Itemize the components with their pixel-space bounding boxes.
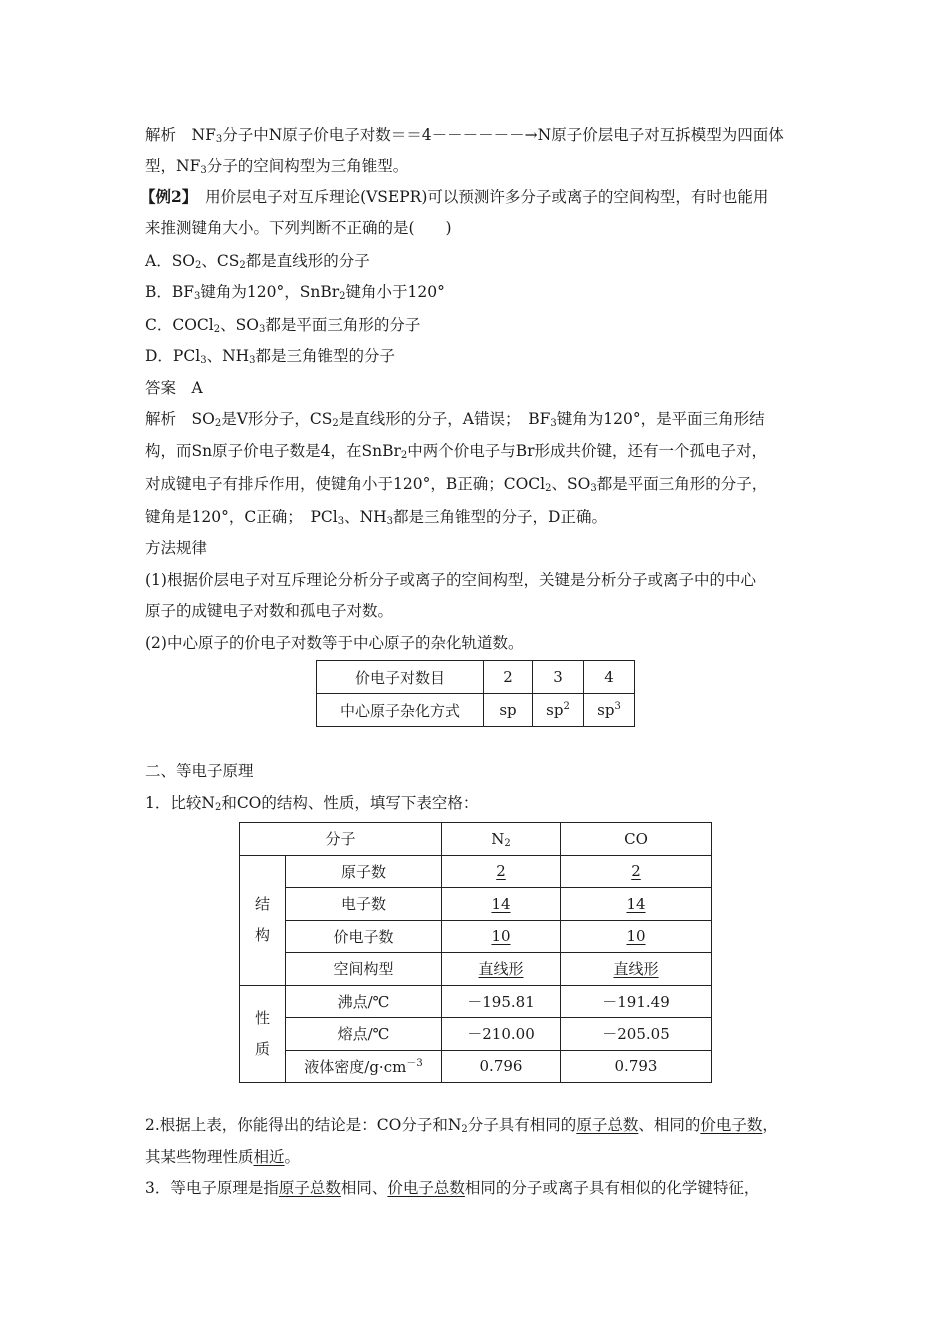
- table-cell: －205.05: [561, 1018, 712, 1051]
- table-cell: －191.49: [561, 985, 712, 1018]
- table-cell: 价电子数: [286, 920, 442, 953]
- text: 方法规律: [145, 539, 208, 557]
- table-cell: 2: [484, 661, 533, 694]
- superscript: －3: [406, 1057, 423, 1069]
- answer-blank: 相近: [253, 1148, 285, 1166]
- text: 相同、: [340, 1179, 388, 1197]
- analysis2-line4: [145, 506, 607, 528]
- text: sp: [499, 701, 517, 719]
- subscript: 2: [400, 450, 408, 461]
- table-cell: [442, 953, 561, 986]
- text: A．SO: [145, 252, 196, 270]
- table-header: 分子: [240, 823, 442, 856]
- text: N: [491, 829, 505, 848]
- example2-question-line2: [145, 217, 452, 239]
- subscript: 2: [545, 483, 552, 494]
- subscript: 3: [200, 165, 207, 176]
- table-cell: [533, 694, 584, 727]
- text: 分子的空间构型为三角锥型。: [206, 157, 409, 175]
- analysis2-line2: [145, 440, 767, 462]
- conclusion-line1: [145, 1114, 778, 1136]
- text: 。: [284, 1148, 301, 1166]
- subscript: 3: [249, 355, 256, 366]
- subscript: 3: [337, 516, 345, 527]
- text: D．PCl: [145, 347, 201, 365]
- table-row: [317, 661, 635, 694]
- superscript: 3: [614, 701, 621, 712]
- text: 质: [254, 1039, 270, 1058]
- table-cell: 原子数: [286, 855, 442, 888]
- text: 键角为120°，SnBr: [200, 283, 340, 301]
- table-cell: [561, 953, 712, 986]
- text: 、SO: [220, 316, 259, 334]
- table-header: [442, 823, 561, 856]
- text: 都是三角锥型的分子，D正确。: [393, 508, 607, 526]
- table-row: [240, 953, 712, 986]
- text: 原子的成键电子对数和孤电子对数。: [145, 602, 394, 620]
- group-property-cell: [240, 985, 286, 1083]
- text: 二、等电子原理: [145, 762, 254, 780]
- superscript: 2: [563, 701, 570, 712]
- table-row: [240, 888, 712, 921]
- text: (1)根据价层电子对互斥理论分析分子或离子的空间构型，关键是分析分子或离子中的中心: [145, 571, 756, 589]
- text: 、SO: [551, 475, 591, 493]
- table-row: [240, 855, 712, 888]
- text: 、CS: [201, 252, 240, 270]
- text: 都是平面三角形的分子: [265, 316, 421, 334]
- table-row: [240, 1018, 712, 1051]
- example2-question-line1: [140, 186, 768, 208]
- text: NF: [191, 126, 216, 144]
- subscript: 2: [239, 260, 246, 271]
- answer-blank: 价电子总数: [387, 1179, 465, 1197]
- conclusion-line2: [145, 1146, 300, 1168]
- table-row: [240, 985, 712, 1018]
- subscript: 3: [550, 418, 557, 429]
- text: 性: [254, 1008, 270, 1027]
- text: 都是三角锥型的分子: [255, 347, 396, 365]
- table-row: [240, 823, 712, 856]
- text: 键角小于120°: [345, 283, 445, 301]
- method-p1-line1: [145, 569, 756, 591]
- text: 键角为120°，是平面三角形结: [556, 410, 765, 428]
- analysis1-line1: [145, 124, 784, 146]
- text: 键角是120°，C正确； PCl: [145, 508, 338, 526]
- table-cell: 价电子对数目: [317, 661, 484, 694]
- subscript: 3: [590, 483, 597, 494]
- table-cell: [286, 1050, 442, 1083]
- text: 是V形分子，CS: [221, 410, 333, 428]
- text: 型，NF: [145, 157, 201, 175]
- option-b: [145, 281, 445, 303]
- table-cell: 沸点/℃: [286, 985, 442, 1018]
- subscript: 2: [461, 1124, 468, 1135]
- text: B．BF: [145, 283, 195, 301]
- table-cell: 0.796: [442, 1050, 561, 1083]
- option-d: [145, 345, 395, 367]
- answer-blank: 原子总数: [576, 1116, 639, 1134]
- text: 14: [491, 894, 511, 913]
- table-cell: 4: [584, 661, 635, 694]
- text: 直线形: [613, 960, 659, 979]
- text: 构，而Sn原子价电子数是4，在SnBr: [145, 442, 401, 460]
- table-cell: －210.00: [442, 1018, 561, 1051]
- subscript: 2: [504, 837, 511, 849]
- table-cell: [561, 888, 712, 921]
- text: 2: [496, 862, 506, 881]
- table-header: CO: [561, 823, 712, 856]
- table-row: [240, 1050, 712, 1083]
- subscript: 2: [339, 291, 346, 302]
- section2-title: [145, 760, 254, 782]
- analysis-label: 解析: [145, 126, 177, 144]
- text: 结: [254, 895, 270, 913]
- text: 2.根据上表，你能得出的结论是：CO分子和N: [145, 1116, 462, 1134]
- text: 分子中N原子价电子对数＝＝4－－－－－－→N原子价层电子对互拆模型为四面体: [222, 126, 784, 144]
- subscript: 3: [258, 324, 266, 335]
- table-cell: 0.793: [561, 1050, 712, 1083]
- text: C．COCl: [145, 316, 214, 334]
- subscript: 2: [213, 324, 221, 335]
- method-p1-line2: [145, 600, 393, 622]
- text: (2)中心原子的价电子对数等于中心原子的杂化轨道数。: [145, 634, 524, 652]
- text: 构: [254, 926, 270, 944]
- table-row: [317, 694, 635, 727]
- analysis1-line2: [145, 155, 408, 177]
- option-a: [145, 250, 370, 272]
- text: 来推测键角大小。下列判断不正确的是( ): [145, 219, 452, 237]
- text: 其某些物理性质: [145, 1148, 254, 1166]
- table-cell: 3: [533, 661, 584, 694]
- table-cell: [442, 855, 561, 888]
- text: 对成键电子有排斥作用，使键角小于120°，B正确；COCl: [145, 475, 546, 493]
- text: 直线形: [478, 960, 524, 979]
- text: 1．比较N: [145, 794, 215, 812]
- text: sp: [546, 701, 564, 719]
- table-cell: 空间构型: [286, 953, 442, 986]
- text: ，: [762, 1116, 778, 1134]
- table-cell: －195.81: [442, 985, 561, 1018]
- text: 都是直线形的分子: [245, 252, 370, 270]
- text: 分子具有相同的: [467, 1116, 577, 1134]
- text: 10: [491, 927, 511, 946]
- subscript: 3: [200, 355, 207, 366]
- text: 和CO的结构、性质，填写下表空格：: [221, 794, 479, 812]
- group-structure-cell: [240, 855, 286, 985]
- subscript: 3: [386, 516, 394, 527]
- table-cell: 电子数: [286, 888, 442, 921]
- subscript: 3: [215, 134, 223, 145]
- text: 、NH: [206, 347, 250, 365]
- answer: [145, 377, 203, 399]
- table-row: [240, 920, 712, 953]
- example-tag: 【例2】: [140, 187, 190, 206]
- answer-blank: 价电子数: [700, 1116, 763, 1134]
- section2-item1: [145, 792, 478, 814]
- method-p2: [145, 632, 523, 654]
- subscript: 2: [332, 418, 339, 429]
- text: 液体密度/g·cm: [304, 1057, 407, 1076]
- hybridization-table: [316, 660, 635, 727]
- table-cell: [561, 920, 712, 953]
- text: 解析 SO: [145, 410, 215, 428]
- table-cell: 中心原子杂化方式: [317, 694, 484, 727]
- method-title: [145, 537, 207, 559]
- text: 中两个价电子与Br形成共价键，还有一个孤电子对，: [407, 442, 768, 460]
- text: 相同的分子或离子具有相似的化学键特征，: [464, 1179, 760, 1197]
- text: 是直线形的分子，A错误； BF: [338, 410, 551, 428]
- text: 10: [626, 927, 646, 946]
- analysis2-line1: [145, 408, 765, 430]
- table-cell: [442, 920, 561, 953]
- text: 14: [626, 894, 646, 913]
- text: sp: [597, 701, 615, 719]
- table-cell: 熔点/℃: [286, 1018, 442, 1051]
- subscript: 3: [194, 291, 201, 302]
- comparison-table: [239, 822, 712, 1083]
- option-c: [145, 314, 420, 336]
- text: 答案 A: [145, 379, 203, 397]
- text: 用价层电子对互斥理论(VSEPR)可以预测许多分子或离子的空间构型，有时也能用: [205, 188, 769, 206]
- text: 2: [631, 862, 641, 881]
- subscript: 2: [214, 418, 222, 429]
- table-cell: [484, 694, 533, 727]
- text: 、NH: [344, 508, 387, 526]
- table-cell: [584, 694, 635, 727]
- table-cell: [442, 888, 561, 921]
- subscript: 2: [195, 260, 202, 271]
- table-cell: [561, 855, 712, 888]
- analysis2-line3: [145, 473, 767, 495]
- answer-blank: 原子总数: [278, 1179, 341, 1197]
- subscript: 2: [214, 802, 222, 813]
- text: 3．等电子原理是指: [145, 1179, 279, 1197]
- conclusion-line3: [145, 1177, 759, 1199]
- text: 、相同的: [638, 1116, 701, 1134]
- text: 都是平面三角形的分子，: [596, 475, 768, 493]
